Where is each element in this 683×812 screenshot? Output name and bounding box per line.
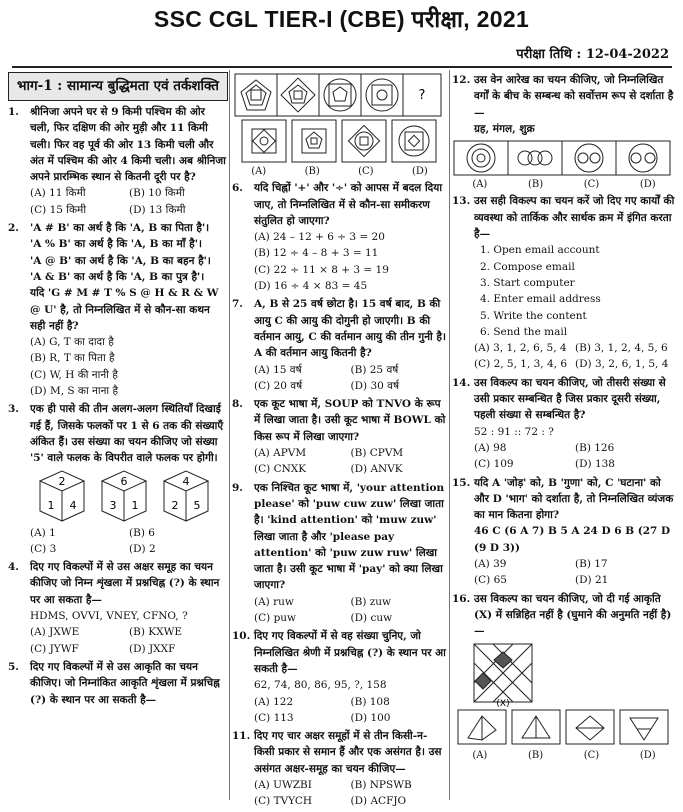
question-number: 3. [8, 403, 19, 416]
option: (A) G, T का दादा है [30, 336, 114, 349]
option: (D) JXXF [129, 642, 176, 655]
question-number: 14. [452, 376, 471, 389]
statement: 'A # B' का अर्थ है कि 'A, B का पिता है'। [30, 222, 210, 235]
question-7 [232, 296, 447, 394]
figure-label: (A) [472, 179, 488, 191]
figure-label: (C) [583, 749, 600, 761]
option: (A) 24 – 12 + 6 ÷ 3 = 20 [254, 231, 385, 244]
option: (D) 30 वर्ष [350, 379, 400, 392]
q5-series-figure [232, 72, 444, 118]
number-analogy: 52 : 91 :: 72 : ? [474, 425, 554, 438]
question-text: एक कूट भाषा में, SOUP को TNVO के रूप में लिखा जाता है। उसी कूट भाषा में BOWL को किस रूप में लिखा जाएगा? [254, 398, 446, 443]
die-face: 6 [120, 474, 128, 488]
option: (D) M, S का नाना है [30, 385, 119, 398]
statement: 'A & B' का अर्थ है कि 'A, B का पुत्र है'। [30, 270, 205, 283]
die-face: 1 [47, 498, 55, 512]
option: (A) 98 [474, 441, 507, 454]
option: (B) 6 [129, 526, 155, 539]
option: (C) 113 [254, 711, 294, 724]
option: (B) CPVM [350, 447, 404, 460]
question-text: दिए गए विकल्पों में से वह संख्या चुनिए, जो निम्नलिखित श्रेणी में प्रश्नचिह्न (?) के स्थान पर आ सकती है— [254, 630, 446, 675]
die-face: 2 [58, 474, 66, 488]
option: (D) 138 [575, 458, 615, 471]
question-number: 16. [452, 592, 471, 605]
die-face: 2 [171, 498, 179, 512]
question-13 [452, 193, 676, 372]
page-title: SSC CGL TIER-I (CBE) परीक्षा, 2021 [153, 6, 530, 32]
question-number: 8. [232, 398, 243, 411]
option: (C) W, H की नानी है [30, 368, 118, 381]
die-face: 1 [131, 498, 139, 512]
class-list: ग्रह, मंगल, शुक्र [474, 122, 535, 135]
figure-labels [452, 748, 676, 764]
question-5 [8, 659, 228, 708]
dice-figure [30, 467, 225, 525]
option: (A) 39 [474, 558, 507, 571]
column-divider [229, 70, 230, 800]
question-text: उस विकल्प का चयन कीजिए, जो दी गई आकृति (X) में सन्निहित नहीं है (घुमाने की अनुमति नहीं है)— [474, 592, 672, 638]
header-rule [12, 66, 672, 68]
question-9 [232, 480, 447, 627]
option: (A) 3, 1, 2, 6, 5, 4 [474, 342, 567, 355]
option: (C) CNXK [254, 463, 307, 476]
question-number: 6. [232, 182, 243, 195]
option: (B) 12 ÷ 4 – 8 + 3 = 11 [254, 247, 379, 260]
option: (A) 1 [30, 526, 56, 539]
column-1 [8, 72, 228, 710]
question-text: दिए गए चार अक्षर समूहों में से तीन किसी-न-किसी प्रकार से समान हैं और एक असंगत है। उस असंगत अक्षर-समूह का चयन कीजिए— [254, 730, 442, 775]
question-text: उस सही विकल्प का चयन करें जो दिए गए कार्यों की व्यवस्था को तार्किक और सार्थक क्रम में इंगित करता है— [474, 195, 675, 241]
option: (A) ruw [254, 595, 294, 608]
option: (D) 3, 2, 6, 1, 5, 4 [575, 358, 669, 371]
figure-labels [232, 164, 447, 180]
option: (B) 25 वर्ष [350, 363, 399, 376]
step-item: 1. Open email account [480, 244, 600, 257]
option: (C) 3 [30, 542, 57, 555]
figure-x-label: (X) [496, 698, 510, 709]
option: (C) TVYCH [254, 795, 313, 808]
option: (B) 17 [575, 558, 608, 571]
option: (C) 15 किमी [30, 203, 87, 216]
statement: 'A @ B' का अर्थ है कि 'A, B का बहन है'। [30, 254, 211, 267]
figure-label: (D) [411, 166, 428, 177]
option: (A) APVM [254, 447, 307, 460]
figure-label: (B) [527, 179, 544, 191]
figure-labels [452, 177, 676, 193]
figure-label: (A) [251, 166, 267, 177]
question-number: 9. [232, 481, 243, 494]
question-number: 13. [452, 195, 471, 208]
number-series: 62, 74, 80, 86, 95, ?, 158 [254, 679, 387, 692]
die-face: 3 [109, 498, 117, 512]
option: (A) 122 [254, 695, 294, 708]
question-number: 15. [452, 476, 471, 489]
option: (D) 100 [350, 711, 391, 724]
option: (C) JYWF [30, 642, 79, 655]
question-number: 5. [8, 660, 19, 673]
question-text: दिए गए विकल्पों में से उस आकृति का चयन कीजिए। जो निम्नांकित आकृति शृंखला में प्रश्नचिह्न (?) के स्थान पर आ सकती है— [30, 660, 220, 706]
step-item: 2. Compose email [480, 260, 575, 273]
figure-label: (D) [639, 749, 656, 761]
q5-options-figure [232, 118, 444, 164]
question-text: यदि चिह्नों '+' और '÷' को आपस में बदल दिया जाए, तो निम्नलिखित में से कौन-सा समीकरण संतुलित हो जाएगा? [254, 182, 443, 227]
option: (C) 20 वर्ष [254, 379, 303, 392]
option: (C) 109 [474, 458, 514, 471]
section-heading: भाग-1 : सामान्य बुद्धिमता एवं तर्कशक्ति [8, 72, 228, 101]
question-15 [452, 475, 676, 589]
venn-options-figure [452, 139, 672, 177]
option: (A) 11 किमी [30, 187, 86, 200]
option: (C) 2, 5, 1, 3, 4, 6 [474, 358, 568, 371]
step-item: 6. Send the mail [480, 325, 568, 338]
statement: यदि 'G # M # T % S @ H & R & W @ U' है, तो निम्नलिखित में से कौन-सा कथन सही नहीं है? [30, 287, 219, 332]
expression: 46 C (6 A 7) B 5 A 24 D 6 B (27 D (9 D 3)) [474, 525, 671, 554]
question-3 [8, 401, 228, 557]
option: (D) 21 [575, 574, 609, 587]
column-3 [452, 72, 676, 764]
question-number: 4. [8, 561, 19, 574]
figure-label: (A) [472, 749, 488, 761]
option: (D) 2 [129, 542, 156, 555]
option: (D) ACFJO [350, 795, 407, 808]
option: (D) cuw [350, 612, 393, 625]
question-mark: ? [418, 88, 426, 103]
option: (D) 13 किमी [129, 203, 186, 216]
option: (C) 65 [474, 574, 507, 587]
option: (B) 3, 1, 2, 4, 5, 6 [575, 342, 668, 355]
question-11 [232, 728, 447, 809]
question-text: A, B से 25 वर्ष छोटा है। 15 वर्ष बाद, B की आयु C की आयु की दोगुनी हो जाएगी। B की वर्तमान आयु, C की वर्तमान आयु की तीन गुनी है। A की वर्तमान आयु कितनी है? [254, 298, 446, 360]
option: (B) 108 [350, 695, 390, 708]
option: (D) ANVK [350, 463, 403, 476]
option: (A) UWZBI [254, 778, 312, 791]
question-8 [232, 396, 447, 477]
option: (D) 16 ÷ 4 × 83 = 45 [254, 280, 368, 293]
q16-options-figure [452, 708, 672, 748]
letter-series: HDMS, OVVI, VNEY, CFNO, ? [30, 610, 188, 623]
figure-label: (D) [639, 179, 656, 191]
column-divider [449, 70, 450, 800]
figure-label: (B) [527, 749, 544, 761]
question-number: 1. [8, 106, 19, 118]
question-text: एक निश्चित कूट भाषा में, 'your attention please' को 'puw cuw zuw' लिखा जाता है। 'kind attention' को 'muw zuw' लिखा जाता है और 'please pay attention' को 'puw zuw ruw' लिखा जाता है। उसी कूट भाषा में 'pay' को क्या लिखा जाएगा? [254, 481, 445, 592]
question-4 [8, 559, 228, 657]
question-number: 12. [452, 74, 471, 86]
question-text: यदि A 'जोड़' को, B 'गुणा' को, C 'घटाना' को और D 'भाग' को दर्शाता है, तो निम्नलिखित व्यंजक का मान कितना होगा? [474, 476, 674, 522]
question-text: दिए गए विकल्पों में से उस अक्षर समूह का चयन कीजिए जो निम्न शृंखला में प्रश्नचिह्न (?) के स्थान पर आ सकता है— [30, 561, 220, 606]
question-6 [232, 180, 447, 294]
question-2 [8, 220, 228, 399]
figure-label: (C) [583, 179, 600, 191]
exam-date: परीक्षा तिथि : 12-04-2022 [516, 47, 669, 62]
question-10 [232, 628, 447, 726]
question-number: 11. [232, 730, 251, 743]
step-item: 4. Enter email address [480, 293, 601, 306]
option: (B) KXWE [129, 626, 183, 639]
statement: 'A % B' का अर्थ है कि 'A, B का माँ है'। [30, 238, 202, 251]
question-text: श्रीनिजा अपने घर से 9 किमी पश्चिम की ओर चली, फिर दक्षिण की ओर मुड़ी और 11 किमी चली। फिर वह पूर्व की ओर 13 किमी चली और अंत में पश्चिम की ओर 4 किमी चली। अब श्रीनिजा अपने प्रारम्भिक स्थान से कितनी दूरी पर है? [30, 106, 226, 184]
option: (B) zuw [350, 595, 392, 608]
figure-label: (B) [304, 166, 320, 177]
die-face: 4 [182, 474, 190, 488]
question-number: 7. [232, 298, 243, 311]
question-number: 10. [232, 630, 251, 643]
column-2 [232, 72, 447, 812]
option: (B) NPSWB [350, 778, 412, 791]
question-14 [452, 375, 676, 473]
step-item: 5. Write the content [480, 309, 587, 322]
question-12 [452, 72, 676, 137]
question-text: उस वेन आरेख का चयन कीजिए, जो निम्नलिखित वर्गों के बीच के सम्बन्ध को सर्वोत्तम रूप से दर्शाता है— [474, 74, 674, 119]
option: (A) 15 वर्ष [254, 363, 302, 376]
question-1 [8, 104, 228, 218]
question-text: उस विकल्प का चयन कीजिए, जो तीसरी संख्या से उसी प्रकार सम्बन्धित है जिस प्रकार दूसरी संख्या, पहली संख्या से सम्बन्धित है? [474, 376, 666, 422]
die-face: 5 [193, 498, 201, 512]
option: (B) 10 किमी [129, 187, 185, 200]
question-text: एक ही पासे की तीन अलग-अलग स्थितियाँ दिखाई गई हैं, जिसके फलकों पर 1 से 6 तक की संख्याएँ अंकित हैं। उस संख्या का चयन कीजिए जो संख्या '5' वाले फलक के विपरीत वाले फलक पर होगी। [30, 403, 224, 465]
option: (B) R, T का पिता है [30, 352, 115, 365]
question-16 [452, 591, 676, 640]
option: (B) 126 [575, 441, 615, 454]
step-item: 3. Start computer [480, 276, 575, 289]
option: (C) puw [254, 612, 297, 625]
figure-x [452, 642, 672, 708]
die-face: 4 [69, 498, 77, 512]
question-number: 2. [8, 222, 19, 235]
option: (A) JXWE [30, 626, 80, 639]
option: (C) 22 ÷ 11 × 8 + 3 = 19 [254, 263, 389, 276]
figure-label: (C) [358, 166, 374, 177]
